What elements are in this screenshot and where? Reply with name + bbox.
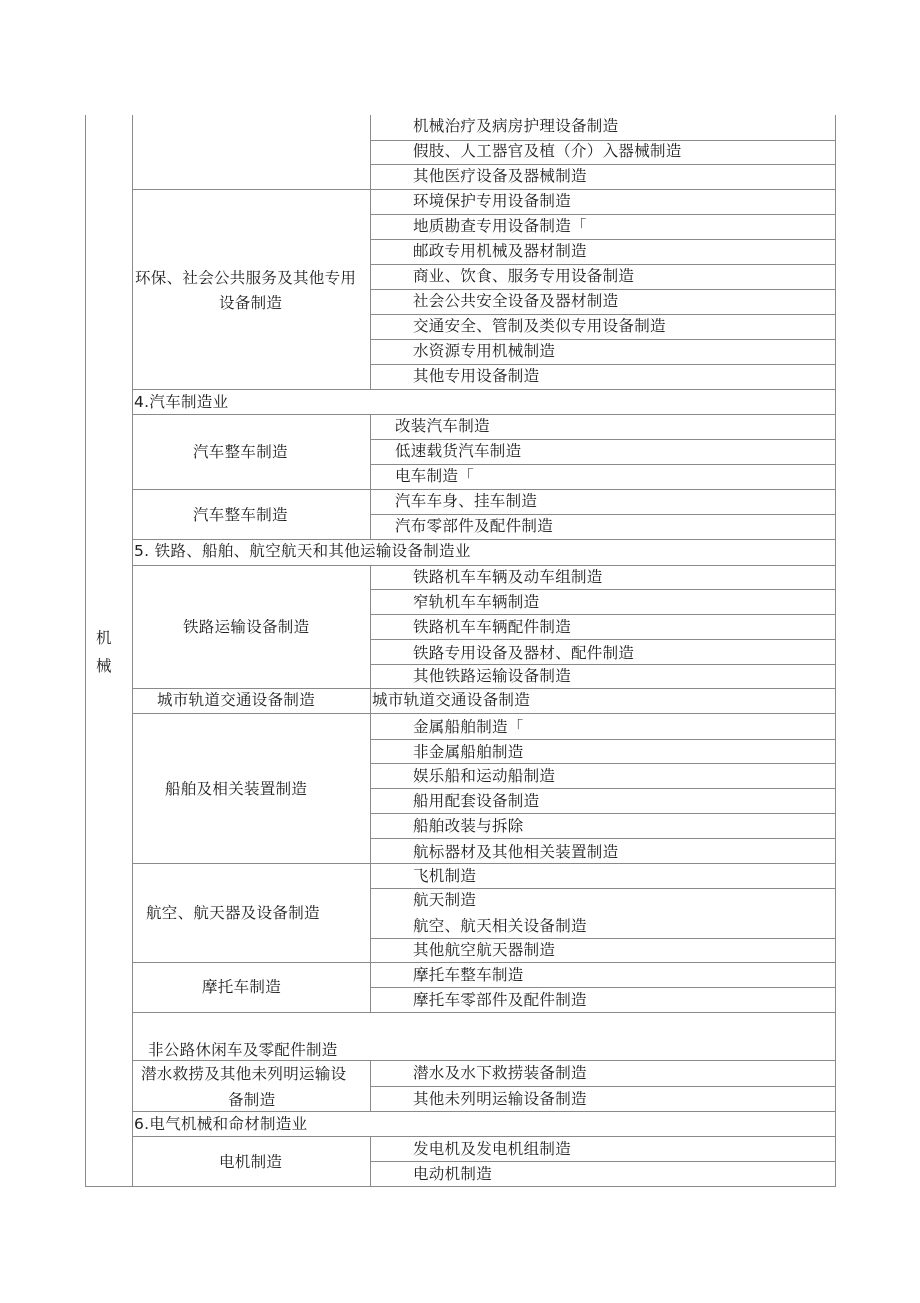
item-auto1-2: 低速载货汽车制造 [395,442,522,460]
item-aero-4: 其他航空航天器制造 [413,941,556,959]
section-heading-6: 6.电气机械和命材制造业 [134,1115,308,1133]
label-salvage-line1: 潜水救捞及其他未列明运输设 [141,1065,347,1083]
item-rail-3: 铁路机车车辆配件制造 [413,618,572,636]
item-medical-2: 假肢、人工器官及植（介）入器械制造 [413,142,682,160]
item-envir-1: 环境保护专用设备制造 [413,192,572,210]
item-rail-2: 窄轨机车车辆制造 [413,593,540,611]
label-offroad: 非公路休闲车及零配件制造 [148,1041,338,1059]
item-aero-3: 航空、航天相关设备制造 [413,917,587,935]
item-urban: 城市轨道交通设备制造 [372,691,531,709]
label-rail: 铁路运输设备制造 [183,618,310,636]
item-moto-2: 摩托车零部件及配件制造 [413,991,587,1009]
item-envir-3: 邮政专用机械及器材制造 [413,242,587,260]
item-rail-4: 铁路专用设备及器材、配件制造 [413,644,635,662]
category-char-2: 械 [96,657,112,675]
item-auto1-1: 改装汽车制造 [395,417,490,435]
section-heading-5: 5. 铁路、船舶、航空航天和其他运输设备制造业 [134,542,471,560]
item-auto2-2: 汽布零部件及配件制造 [395,517,554,535]
label-moto: 摩托车制造 [202,978,282,996]
item-medical-3: 其他医疗设备及器械制造 [413,167,587,185]
item-ship-1: 金属船舶制造「 [413,718,524,736]
item-ship-3: 娱乐船和运动船制造 [413,767,556,785]
label-motor: 电机制造 [219,1153,283,1171]
item-envir-5: 社会公共安全设备及器材制造 [413,292,619,310]
label-ship: 船舶及相关装置制造 [165,780,308,798]
item-ship-2: 非金属船舶制造 [413,743,524,761]
label-auto-2: 汽车整车制造 [193,506,288,524]
label-envir-line2: 设备制造 [219,294,283,312]
item-medical-1: 机械治疗及病房护理设备制造 [413,117,619,135]
category-char-1: 机 [96,629,112,647]
item-envir-2: 地质勘查专用设备制造「 [413,217,587,235]
section-heading-4: 4.汽车制造业 [134,393,229,411]
item-rail-1: 铁路机车车辆及动车组制造 [413,568,603,586]
label-auto-1: 汽车整车制造 [193,443,288,461]
item-ship-5: 船舶改装与拆除 [413,817,524,835]
item-auto1-3: 电车制造「 [395,467,475,485]
item-envir-7: 水资源专用机械制造 [413,342,556,360]
item-salvage-1: 潜水及水下救捞装备制造 [413,1064,587,1082]
item-envir-4: 商业、饮食、服务专用设备制造 [413,267,635,285]
item-salvage-2: 其他未列明运输设备制造 [413,1090,587,1108]
item-ship-6: 航标器材及其他相关装置制造 [413,843,619,861]
item-auto2-1: 汽车车身、挂车制造 [395,492,538,510]
item-envir-8: 其他专用设备制造 [413,367,540,385]
item-envir-6: 交通安全、管制及类似专用设备制造 [413,317,666,335]
item-ship-4: 船用配套设备制造 [413,792,540,810]
label-envir-line1: 环保、社会公共服务及其他专用 [135,269,357,287]
item-rail-5: 其他铁路运输设备制造 [413,667,572,685]
label-salvage-line2: 备制造 [228,1091,276,1109]
item-motor-1: 发电机及发电机组制造 [413,1140,572,1158]
item-motor-2: 电动机制造 [413,1165,493,1183]
item-moto-1: 摩托车整车制造 [413,966,524,984]
label-aero: 航空、航天器及设备制造 [146,904,320,922]
item-aero-2: 航天制造 [413,891,477,909]
item-aero-1: 飞机制造 [413,867,477,885]
label-urban: 城市轨道交通设备制造 [157,691,316,709]
